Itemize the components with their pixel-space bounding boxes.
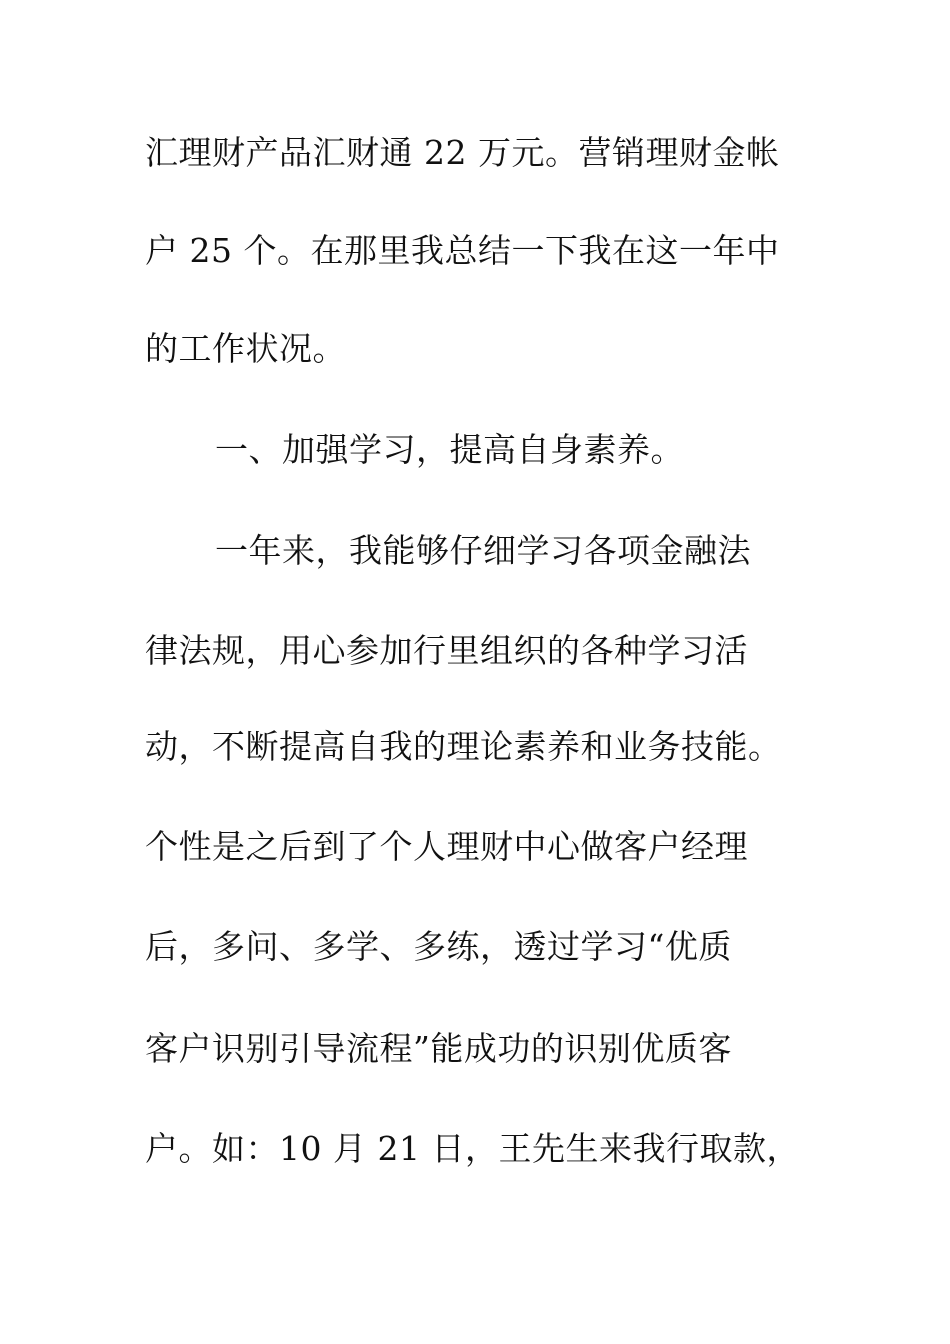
text-line: 汇理财产品汇财通 22 万元。营销理财金帐 — [145, 133, 780, 172]
section-heading: 一、加强学习，提高自身素养。 — [215, 430, 684, 469]
text-line: 户 25 个。在那里我总结一下我在这一年中 — [145, 231, 780, 270]
paragraph-first-line: 一年来，我能够仔细学习各项金融法 — [215, 531, 751, 570]
text-line: 后，多问、多学、多练，透过学习“优质 — [145, 927, 732, 966]
text-line: 客户识别引导流程”能成功的识别优质客 — [145, 1029, 732, 1068]
text-line: 的工作状况。 — [145, 329, 346, 368]
text-line: 个性是之后到了个人理财中心做客户经理 — [145, 827, 748, 866]
text-line: 律法规，用心参加行里组织的各种学习活 — [145, 631, 748, 670]
text-line: 户。如：10 月 21 日，王先生来我行取款， — [145, 1129, 800, 1168]
text-line: 动，不断提高自我的理论素养和业务技能。 — [145, 727, 782, 766]
